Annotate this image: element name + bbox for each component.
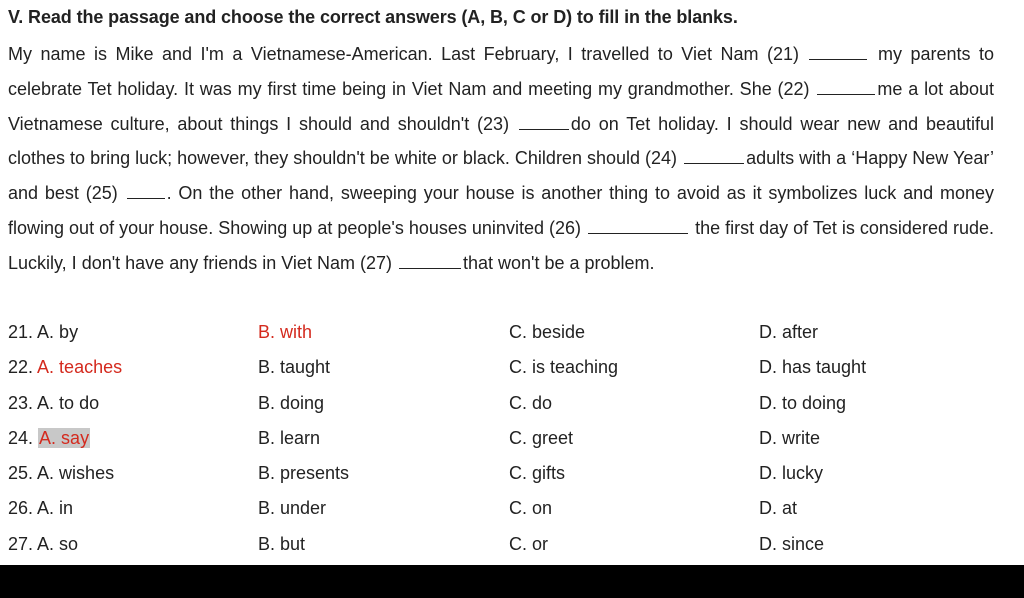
option-24-a[interactable]: 24. A. say (8, 427, 90, 448)
option-25-b[interactable]: B. presents (258, 463, 350, 484)
option-26-c[interactable]: C. on (509, 498, 553, 519)
option-22-d[interactable]: D. has taught (759, 357, 867, 378)
option-24-c[interactable]: C. greet (509, 427, 574, 448)
highlighted-answer: A. say (39, 427, 90, 448)
question-row-23 (8, 389, 1008, 424)
option-25-a[interactable]: 25. A. wishes (8, 463, 115, 484)
option-27-b[interactable]: B. but (258, 533, 306, 554)
option-21-d[interactable]: D. after (759, 322, 819, 342)
passage-text: . On the other hand, sweeping your house is another thing to avoid as it symbolizes luck and money flowing out of your house. Showing up at people's houses uninvited (26) (8, 183, 994, 238)
option-25-d[interactable]: D. lucky (759, 463, 824, 484)
option-27-a[interactable]: 27. A. so (8, 533, 79, 554)
passage-text: My name is Mike and I'm a Vietnamese-American. Last February, I travelled to Viet Nam (21) (8, 44, 799, 64)
blank-27 (399, 250, 461, 269)
exercise-heading: V. Read the passage and choose the correct answers (A, B, C or D) to fill in the blanks. (8, 7, 738, 27)
option-23-c[interactable]: C. do (509, 392, 553, 413)
question-row-25 (8, 459, 1008, 494)
option-27-c[interactable]: C. or (509, 533, 549, 554)
option-26-d[interactable]: D. at (759, 498, 798, 519)
blank-22 (817, 76, 875, 95)
option-23-a[interactable]: 23. A. to do (8, 392, 100, 413)
blank-25 (127, 180, 165, 199)
option-23-b[interactable]: B. doing (258, 392, 325, 413)
passage-text: the first day of Tet is considered rude. Luckily, I don't have any friends in Viet Nam (27) (8, 217, 995, 273)
option-22-c[interactable]: C. is teaching (509, 357, 619, 378)
option-24-d[interactable]: D. write (759, 427, 821, 448)
option-22-a[interactable]: 22. A. teaches (8, 357, 123, 378)
question-row-27 (8, 530, 1008, 565)
passage-text: me a lot about Vietnamese culture, about things I should and shouldn't (23) (8, 78, 994, 134)
option-25-c[interactable]: C. gifts (509, 463, 566, 484)
question-row-26 (8, 494, 1008, 529)
passage-text: my parents to celebrate Tet holiday. It was my first time being in Viet Nam and meeting my grandmother. She (22) (8, 44, 994, 99)
bottom-black-bar (0, 565, 1024, 598)
passage-text: adults with a ‘Happy New Year’ and best (25) (8, 148, 994, 204)
blank-21 (809, 41, 867, 60)
option-23-d[interactable]: D. to doing (759, 392, 847, 413)
question-row-22 (8, 353, 1008, 388)
option-26-a[interactable]: 26. A. in (8, 498, 74, 519)
blank-23 (519, 111, 569, 130)
question-row-24 (8, 424, 1008, 459)
blank-24 (684, 145, 744, 164)
option-21-c[interactable]: C. beside (509, 322, 586, 342)
answer-options (8, 318, 1008, 565)
option-21-a[interactable]: 21. A. by (8, 322, 79, 342)
blank-26 (588, 215, 688, 234)
question-row-21 (8, 318, 1008, 353)
option-21-b[interactable]: B. with (258, 322, 313, 342)
option-24-b[interactable]: B. learn (258, 427, 321, 448)
passage-text: do on Tet holiday. I should wear new and beautiful clothes to bring luck; however, they shouldn't be white or black. Children should (24) (8, 113, 994, 169)
reading-passage (8, 37, 994, 281)
option-26-b[interactable]: B. under (258, 498, 327, 519)
option-27-d[interactable]: D. since (759, 533, 825, 554)
passage-text: that won't be a problem. (462, 252, 655, 273)
option-22-b[interactable]: B. taught (258, 357, 331, 378)
